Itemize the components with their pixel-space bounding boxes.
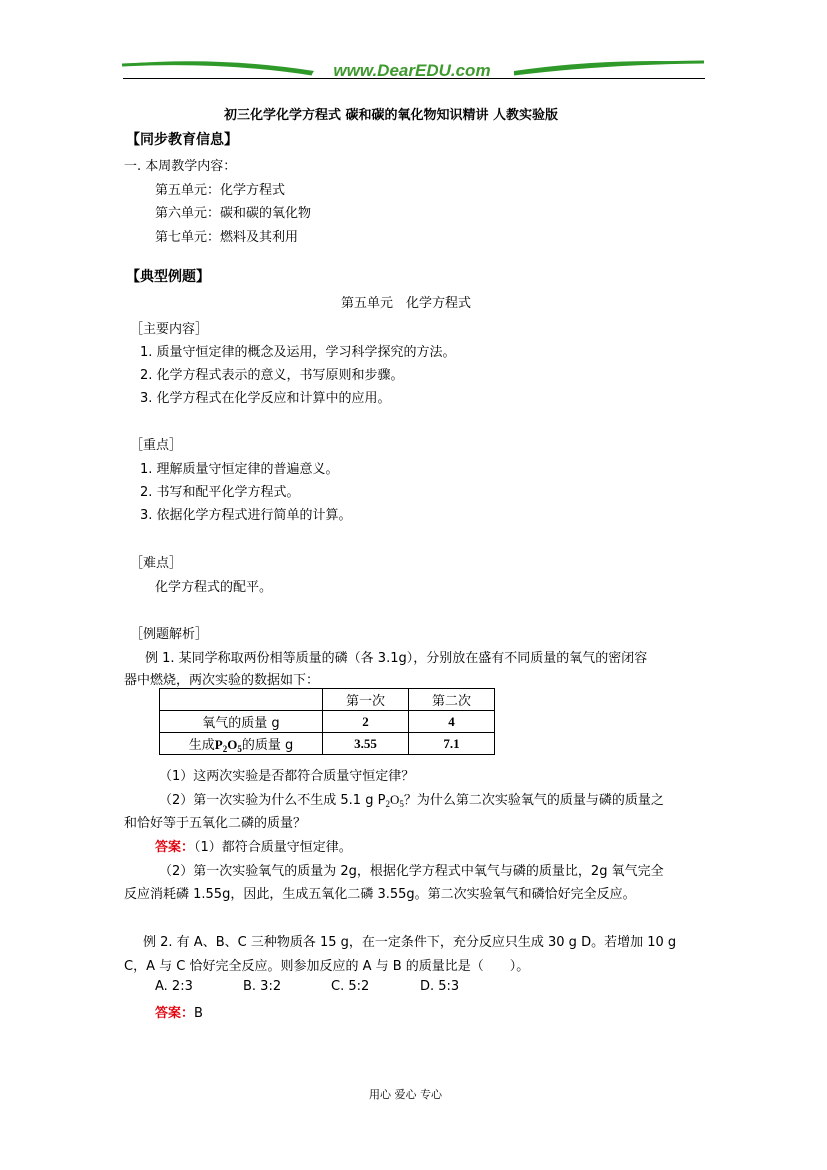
formula-sub: 2 bbox=[385, 799, 390, 809]
table-cell: 4 bbox=[409, 711, 495, 733]
table-cell: 7.1 bbox=[409, 733, 495, 755]
key-item: 3. 依据化学方程式进行简单的计算。 bbox=[140, 508, 352, 523]
doc-title: 初三化学化学方程式 碳和碳的氧化物知识精讲 人教实验版 bbox=[224, 108, 559, 123]
left-swoosh-tail bbox=[122, 64, 312, 74]
option-d: D. 5:3 bbox=[420, 979, 460, 994]
option-a: A. 2:3 bbox=[155, 979, 193, 994]
key-item: 2. 书写和配平化学方程式。 bbox=[140, 485, 300, 500]
section-sync-heading: 【同步教育信息】 bbox=[126, 132, 238, 148]
table-row-label bbox=[160, 733, 323, 755]
question2 bbox=[159, 789, 664, 809]
week-content-label: 一. 本周教学内容： bbox=[124, 159, 237, 174]
answer-label: 答案： bbox=[155, 840, 195, 855]
q2-text: ？为什么第二次实验氧气的质量与磷的质量之 bbox=[403, 793, 664, 808]
table-header-cell: 第一次 bbox=[323, 689, 409, 711]
answer2-text-cont: 反应消耗磷 1.55g，因此，生成五氧化二磷 3.55g。第二次实验氧气和磷恰好完全反应。 bbox=[124, 887, 636, 902]
difficulty-label: ［难点］ bbox=[130, 556, 183, 571]
formula-p: P bbox=[214, 736, 223, 752]
formula-o: O bbox=[389, 792, 400, 807]
site-logo-text: www.DearEDU.com bbox=[333, 61, 491, 80]
formula-sub: 5 bbox=[237, 743, 242, 754]
answer-value: B bbox=[194, 1006, 203, 1021]
main-item: 3. 化学方程式在化学反应和计算中的应用。 bbox=[140, 391, 391, 406]
answer1-line bbox=[155, 836, 352, 855]
unit-heading: 第五单元 化学方程式 bbox=[341, 296, 472, 311]
table-row bbox=[160, 733, 495, 755]
q2-text: （2）第一次实验为什么不生成 5.1 g P bbox=[159, 793, 386, 808]
main-item: 2. 化学方程式表示的意义，书写原则和步骤。 bbox=[140, 368, 404, 383]
question1: （1）这两次实验是否都符合质量守恒定律？ bbox=[159, 769, 415, 784]
main-item: 1. 质量守恒定律的概念及运用，学习科学探究的方法。 bbox=[140, 345, 456, 360]
table-row bbox=[160, 689, 495, 711]
example2-text: 例 2. 有 A、B、C 三种物质各 15 g，在一定条件下，充分反应只生成 30 g D。若增加 10 g bbox=[143, 935, 677, 950]
footer-text: 用心 爱心 专心 bbox=[369, 1088, 442, 1101]
formula-sub: 5 bbox=[399, 799, 404, 809]
answer2-text: （2）第一次实验氧气的质量为 2g，根据化学方程式中氧气与磷的质量比，2g 氧气完全 bbox=[159, 864, 664, 879]
example1-text: 例 1. 某同学称取两份相等质量的磷（各 3.1g），分别放在盛有不同质量的氧气的密闭容 bbox=[145, 651, 648, 666]
main-content-label: ［主要内容］ bbox=[130, 322, 209, 337]
option-b: B. 3:2 bbox=[243, 979, 282, 994]
header-rule bbox=[123, 78, 705, 79]
answer-label: 答案： bbox=[155, 1006, 195, 1021]
key-points-label: ［重点］ bbox=[130, 438, 183, 453]
question2-cont: 和恰好等于五氧化二磷的质量？ bbox=[124, 816, 307, 831]
formula-o: O bbox=[227, 736, 238, 752]
table-cell bbox=[160, 689, 323, 711]
unit-item: 第五单元：化学方程式 bbox=[155, 183, 286, 198]
experiment-data-table bbox=[159, 688, 495, 755]
table-header-cell: 第二次 bbox=[409, 689, 495, 711]
unit-item: 第六单元：碳和碳的氧化物 bbox=[155, 206, 312, 221]
key-item: 1. 理解质量守恒定律的普遍意义。 bbox=[140, 462, 339, 477]
table-row bbox=[160, 711, 495, 733]
answer-ex2-line bbox=[155, 1002, 203, 1021]
table-row-label: 氧气的质量 g bbox=[160, 711, 323, 733]
example2-text-cont: C，A 与 C 恰好完全反应。则参加反应的 A 与 B 的质量比是（ ）。 bbox=[124, 959, 530, 974]
answer-text: （1）都符合质量守恒定律。 bbox=[194, 840, 352, 855]
example-analysis-label: ［例题解析］ bbox=[130, 627, 209, 642]
label-part: 生成 bbox=[188, 737, 215, 753]
table-cell: 2 bbox=[323, 711, 409, 733]
difficulty-text: 化学方程式的配平。 bbox=[155, 580, 273, 595]
formula-sub: 2 bbox=[222, 743, 228, 754]
table-cell: 3.55 bbox=[323, 733, 409, 755]
example1-text-cont: 器中燃烧，两次实验的数据如下： bbox=[124, 673, 320, 688]
option-c: C. 5:2 bbox=[331, 979, 370, 994]
label-part: 的质量 g bbox=[241, 737, 294, 753]
section-examples-heading: 【典型例题】 bbox=[126, 269, 210, 285]
unit-item: 第七单元：燃料及其利用 bbox=[155, 230, 299, 245]
